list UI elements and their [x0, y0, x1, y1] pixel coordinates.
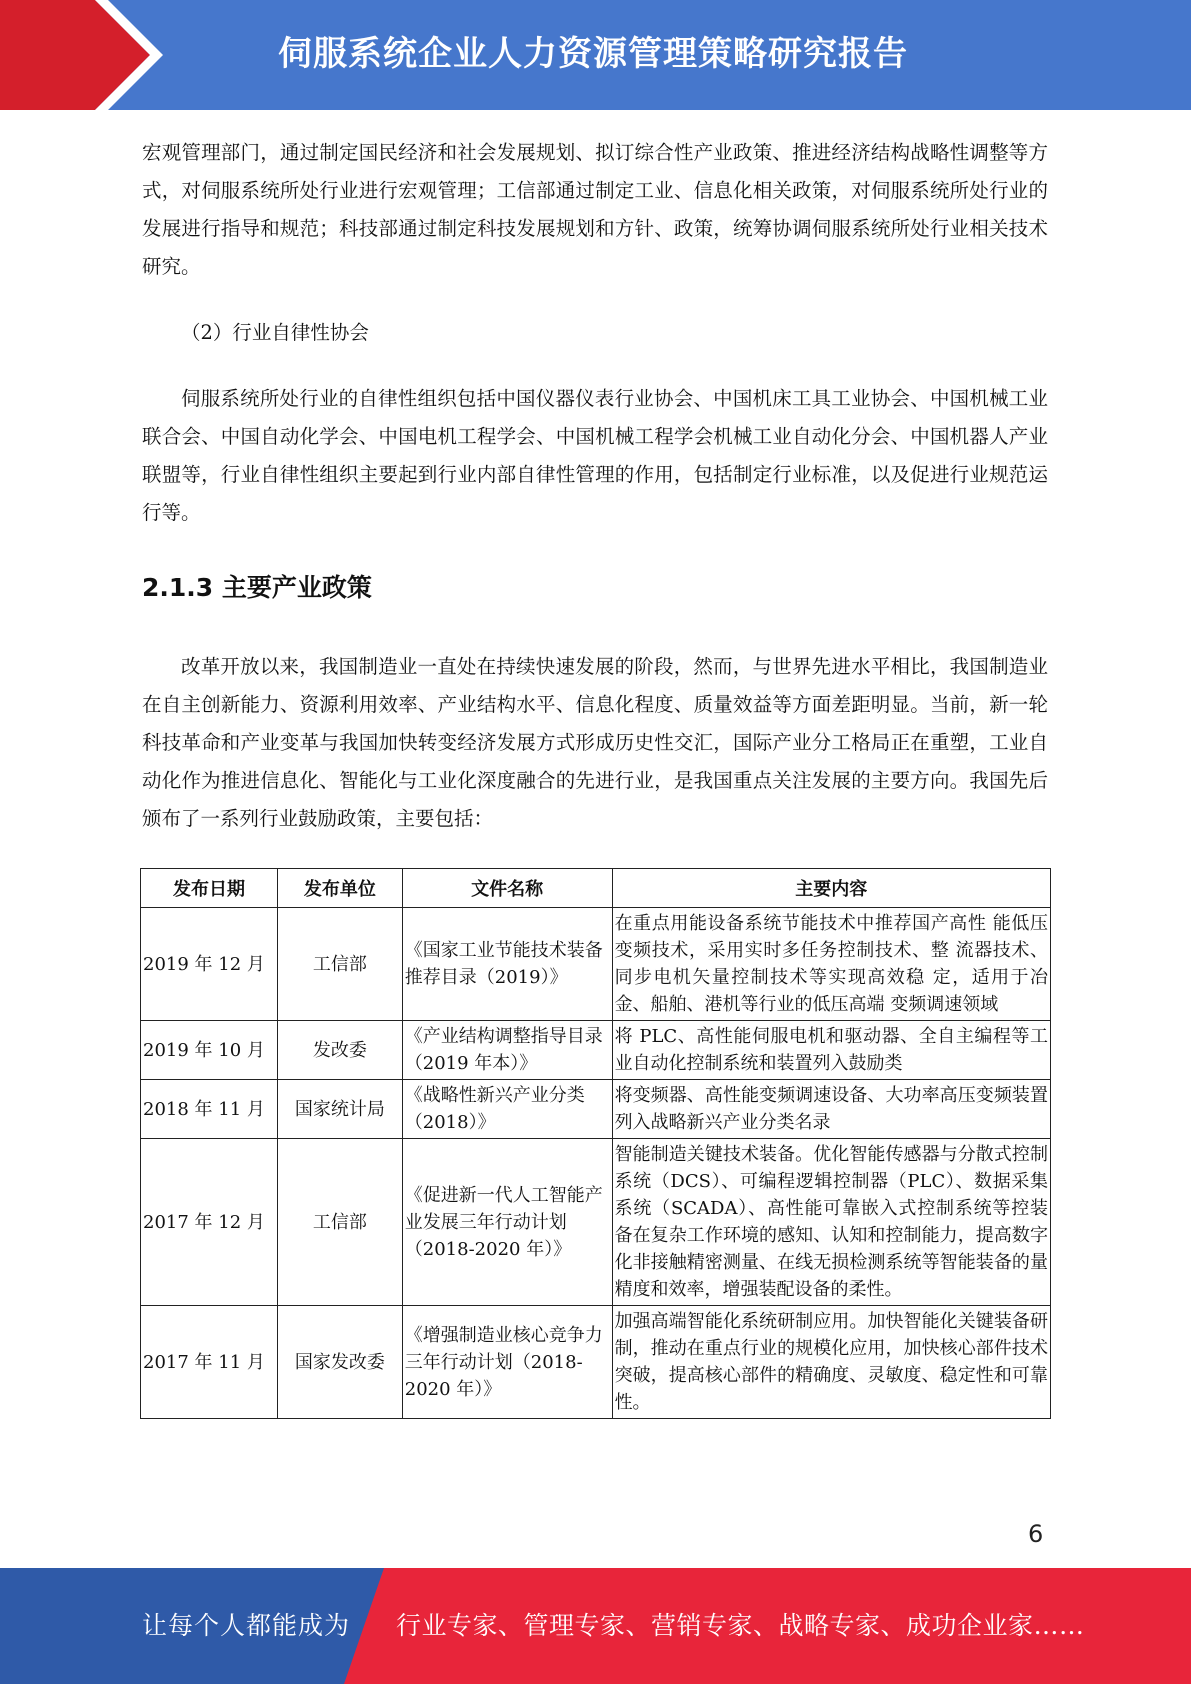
- cell-doc: 《促进新一代人工智能产业发展三年行动计划（2018-2020 年）》: [402, 1139, 612, 1306]
- table-row: [141, 1080, 1051, 1139]
- cell-content: 将 PLC、高性能伺服电机和驱动器、全自主编程等工业自动化控制系统和装置列入鼓励类: [612, 1021, 1050, 1080]
- page-footer: [0, 1568, 1191, 1684]
- table-row: [141, 1021, 1051, 1080]
- main-content: [142, 134, 1048, 1458]
- page-number: 6: [1028, 1520, 1044, 1548]
- cell-doc: 《产业结构调整指导目录（2019 年本）》: [402, 1021, 612, 1080]
- page-header: [0, 0, 1191, 110]
- footer-slogan-right: 行业专家、管理专家、营销专家、战略专家、成功企业家……: [396, 1611, 1085, 1640]
- cell-date: 2019 年 12 月: [141, 908, 278, 1021]
- table-row: [141, 908, 1051, 1021]
- column-header-date: 发布日期: [141, 869, 278, 908]
- footer-slogan-left: 让每个人都能成为: [142, 1611, 351, 1640]
- cell-date: 2017 年 11 月: [141, 1306, 278, 1419]
- cell-unit: 发改委: [277, 1021, 402, 1080]
- cell-unit: 国家发改委: [277, 1306, 402, 1419]
- table-row: [141, 1139, 1051, 1306]
- report-title: 伺服系统企业人力资源管理策略研究报告: [278, 34, 908, 74]
- cell-doc: 《增强制造业核心竞争力三年行动计划（2018-2020 年）》: [402, 1306, 612, 1419]
- paragraph-macro-management: 宏观管理部门，通过制定国民经济和社会发展规划、拟订综合性产业政策、推进经济结构战略性调整等方式，对伺服系统所处行业进行宏观管理；工信部通过制定工业、信息化相关政策，对伺服系统所处行业的发展进行指导和规范；科技部通过制定科技发展规划和方针、政策，统筹协调伺服系统所处行业相关技术研究。: [142, 141, 1048, 278]
- table-header-row: [141, 869, 1051, 908]
- cell-content: 加强高端智能化系统研制应用。加快智能化关键装备研制，推动在重点行业的规模化应用，加快核心部件技术突破，提高核心部件的精确度、灵敏度、稳定性和可靠性。: [612, 1306, 1050, 1419]
- cell-content: 将变频器、高性能变频调速设备、大功率高压变频装置列入战略新兴产业分类名录: [612, 1080, 1050, 1139]
- cell-content: 在重点用能设备系统节能技术中推荐国产高性 能低压变频技术，采用实时多任务控制技术、整 流器技术、同步电机矢量控制技术等实现高效稳 定，适用于冶金、船舶、港机等行业的低压高端 变频调速领域: [612, 908, 1050, 1021]
- cell-unit: 国家统计局: [277, 1080, 402, 1139]
- section-heading: 2.1.3 主要产业政策: [142, 573, 372, 602]
- cell-doc: 《国家工业节能技术装备推荐目录（2019）》: [402, 908, 612, 1021]
- cell-content: 智能制造关键技术装备。优化智能传感器与分散式控制系统（DCS）、可编程逻辑控制器（PLC）、数据采集系统（SCADA）、高性能可靠嵌入式控制系统等控装备在复杂工作环境的感知、认知和控制能力，提高数字化非接触精密测量、在线无损检测系统等智能装备的量精度和效率，增强装配设备的柔性。: [612, 1139, 1050, 1306]
- table-row: [141, 1306, 1051, 1419]
- cell-date: 2019 年 10 月: [141, 1021, 278, 1080]
- cell-date: 2018 年 11 月: [141, 1080, 278, 1139]
- cell-unit: 工信部: [277, 908, 402, 1021]
- cell-doc: 《战略性新兴产业分类（2018）》: [402, 1080, 612, 1139]
- policy-table: [140, 868, 1051, 1419]
- subheading-self-regulatory: （2）行业自律性协会: [181, 321, 369, 344]
- column-header-content: 主要内容: [612, 869, 1050, 908]
- paragraph-self-regulatory: 伺服系统所处行业的自律性组织包括中国仪器仪表行业协会、中国机床工具工业协会、中国机械工业联合会、中国自动化学会、中国电机工程学会、中国机械工程学会机械工业自动化分会、中国机器人产业联盟等，行业自律性组织主要起到行业内部自律性管理的作用，包括制定行业标准，以及促进行业规范运行等。: [142, 387, 1048, 524]
- cell-date: 2017 年 12 月: [141, 1139, 278, 1306]
- policy-table-container: [140, 868, 1051, 1458]
- paragraph-industrial-policy: 改革开放以来，我国制造业一直处在持续快速发展的阶段，然而，与世界先进水平相比，我国制造业在自主创新能力、资源利用效率、产业结构水平、信息化程度、质量效益等方面差距明显。当前，新一轮科技革命和产业变革与我国加快转变经济发展方式形成历史性交汇，国际产业分工格局正在重塑，工业自动化作为推进信息化、智能化与工业化深度融合的先进行业，是我国重点关注发展的主要方向。我国先后颁布了一系列行业鼓励政策，主要包括：: [142, 655, 1048, 830]
- cell-unit: 工信部: [277, 1139, 402, 1306]
- column-header-unit: 发布单位: [277, 869, 402, 908]
- column-header-doc: 文件名称: [402, 869, 612, 908]
